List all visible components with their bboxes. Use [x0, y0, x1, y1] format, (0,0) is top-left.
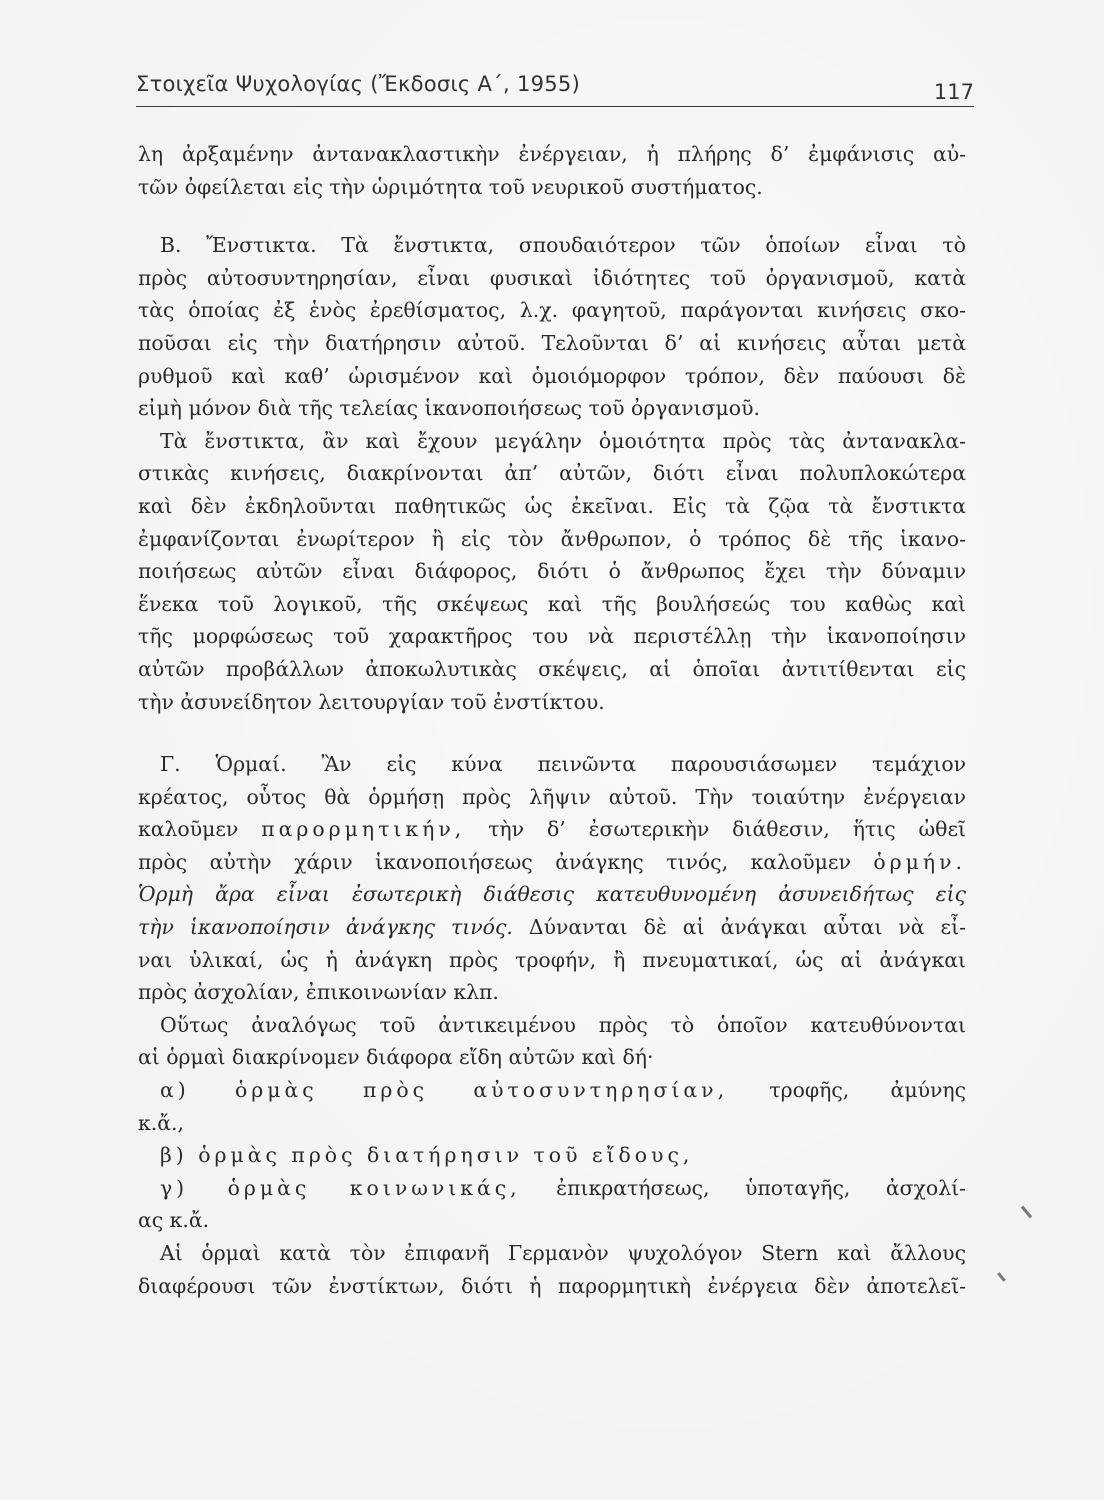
text-line: τὰς ὁποίας ἐξ ἑνὸς ἐρεθίσματος, λ.χ. φαγητοῦ, παράγονται κινήσεις σκο- — [138, 298, 966, 323]
paragraph-kinds — [138, 1009, 966, 1074]
text-line: διαφέρουσι τῶν ἐνστίκτων, διότι ἡ παρορμητικὴ ἐνέργεια δὲν ἀποτελεῖ- — [138, 1273, 966, 1298]
spaced-term: ὁρμήν. — [873, 849, 966, 874]
list-item: β) ὁρμὰς πρὸς διατήρησιν τοῦ εἴδους, — [160, 1143, 694, 1168]
list-item-continuation: ας κ.ἄ. — [138, 1208, 210, 1233]
text-line: ναι ὑλικαί, ὡς ἡ ἀνάγκη πρὸς τροφήν, ἢ πνευματικαί, ὡς αἱ ἀνάγκαι — [138, 947, 966, 972]
text-line: πρὸς ἀσχολίαν, ἐπικοινωνίαν κλπ. — [138, 980, 499, 1005]
text-line: Τὰ ἔνστικτα, ἂν καὶ ἔχουν μεγάλην ὁμοιότητα πρὸς τὰς ἀντανακλα- — [160, 428, 966, 453]
margin-mark — [997, 1272, 1006, 1282]
paragraph-continuation — [138, 138, 966, 203]
text-line: πρὸς αὐτὴν χάριν ἱκανοποιήσεως ἀνάγκης τινός, καλοῦμεν ὁρμήν. — [138, 849, 966, 874]
text-line: καλοῦμεν παρορμητικήν, τὴν δ’ ἐσωτερικὴν διάθεσιν, ἥτις ὠθεῖ — [138, 817, 966, 842]
spaced-term: παρορμητικήν, — [261, 817, 466, 842]
text-line: ἐμφανίζονται ἐνωρίτερον ἢ εἰς τὸν ἄνθρωπον, ὁ τρόπος δὲ τῆς ἱκανο- — [138, 526, 966, 551]
list-item: γ) ὁρμὰς κοινωνικάς, ἐπικρατήσεως, ὑποταγῆς, ἀσχολί- — [160, 1175, 966, 1200]
header-title: Στοιχεῖα Ψυχολογίας (Ἔκδοσις Α΄, 1955) — [136, 72, 581, 96]
text-line: Αἱ ὁρμαὶ κατὰ τὸν ἐπιφανῆ Γερμανὸν ψυχολόγον Stern καὶ ἄλλους — [160, 1241, 966, 1265]
text-line: πρὸς αὐτοσυντηρησίαν, εἶναι φυσικαὶ ἰδιότητες τοῦ ὀργανισμοῦ, κατὰ — [138, 265, 966, 290]
page-number: 117 — [933, 80, 974, 104]
text-line: ἕνεκα τοῦ λογικοῦ, τῆς σκέψεως καὶ τῆς βουλήσεώς του καθὼς καὶ — [138, 591, 966, 616]
text-line: Γ. Ὁρμαί. Ἂν εἰς κύνα πεινῶντα παρουσιάσωμεν τεμάχιον — [160, 752, 966, 777]
text-line: κρέατος, οὗτος θὰ ὁρμήσῃ πρὸς λῆψιν αὐτοῦ. Τὴν τοιαύτην ἐνέργειαν — [138, 784, 966, 809]
text-line: Β. Ἔνστικτα. Τὰ ἔνστικτα, σπουδαιότερον τῶν ὁποίων εἶναι τὸ — [160, 233, 966, 258]
text-line: λη ἀρξαμένην ἀντανακλαστικὴν ἐνέργειαν, ἡ πλήρης δ’ ἐμφάνισις αὐ- — [138, 142, 966, 166]
drive-list — [138, 1074, 966, 1237]
text-line: τὴν ἱκανοποίησιν ἀνάγκης τινός. Δύνανται δὲ αἱ ἀνάγκαι αὗται νὰ εἶ- — [138, 915, 966, 940]
text-line: αὐτῶν προβάλλων ἀποκωλυτικὰς σκέψεις, αἱ ὁποῖαι ἀντιτίθενται εἰς — [138, 656, 966, 681]
text-line: ρυθμοῦ καὶ καθ’ ὡρισμένον καὶ ὁμοιόμορφον τρόπον, δὲν παύουσι δὲ — [138, 363, 966, 388]
margin-mark — [1021, 1206, 1032, 1219]
text-line: αἱ ὁρμαὶ διακρίνομεν διάφορα εἴδη αὐτῶν καὶ δή· — [138, 1045, 654, 1070]
text-line: Οὕτως ἀναλόγως τοῦ ἀντικειμένου πρὸς τὸ ὁποῖον κατευθύνονται — [160, 1012, 966, 1037]
running-header — [136, 66, 974, 107]
definition-italic: Ὁρμὴ ἄρα εἶναι ἐσωτερικὴ διάθεσις κατευθυνομένη ἀσυνειδήτως εἰς — [138, 882, 966, 907]
text-line: τὴν ἀσυνείδητον λειτουργίαν τοῦ ἐνστίκτου. — [138, 689, 605, 714]
text-line: εἰμὴ μόνον διὰ τῆς τελείας ἱκανοποιήσεως τοῦ ὀργανισμοῦ. — [138, 396, 760, 421]
text-line: ποιήσεως αὐτῶν εἶναι διάφορος, διότι ὁ ἄνθρωπος ἔχει τὴν δύναμιν — [138, 559, 966, 584]
paragraph-drives — [138, 748, 966, 1009]
text-line: καὶ δὲν ἐκδηλοῦνται παθητικῶς ὡς ἐκεῖναι. Εἰς τὰ ζῷα τὰ ἔνστικτα — [138, 493, 966, 518]
paragraph-instincts-2 — [138, 425, 966, 718]
paragraph-stern — [138, 1237, 966, 1302]
text-line: τῆς μορφώσεως τοῦ χαρακτῆρος του νὰ περιστέλλῃ τὴν ἱκανοποίησιν — [138, 624, 966, 649]
body-text — [138, 138, 966, 1302]
text-line: στικὰς κινήσεις, διακρίνονται ἀπ’ αὐτῶν, διότι εἶναι πολυπλοκώτερα — [138, 461, 966, 486]
paragraph-instincts — [138, 229, 966, 425]
list-item: α) ὁρμὰς πρὸς αὐτοσυντηρησίαν, τροφῆς, ἀμύνης — [160, 1078, 966, 1103]
text-line: τῶν ὀφείλεται εἰς τὴν ὡριμότητα τοῦ νευρικοῦ συστήματος. — [138, 174, 763, 199]
list-item-continuation: κ.ἄ., — [138, 1110, 184, 1135]
text-line: ποῦσαι εἰς τὴν διατήρησιν αὐτοῦ. Τελοῦνται δ’ αἱ κινήσεις αὗται μετὰ — [138, 330, 966, 355]
